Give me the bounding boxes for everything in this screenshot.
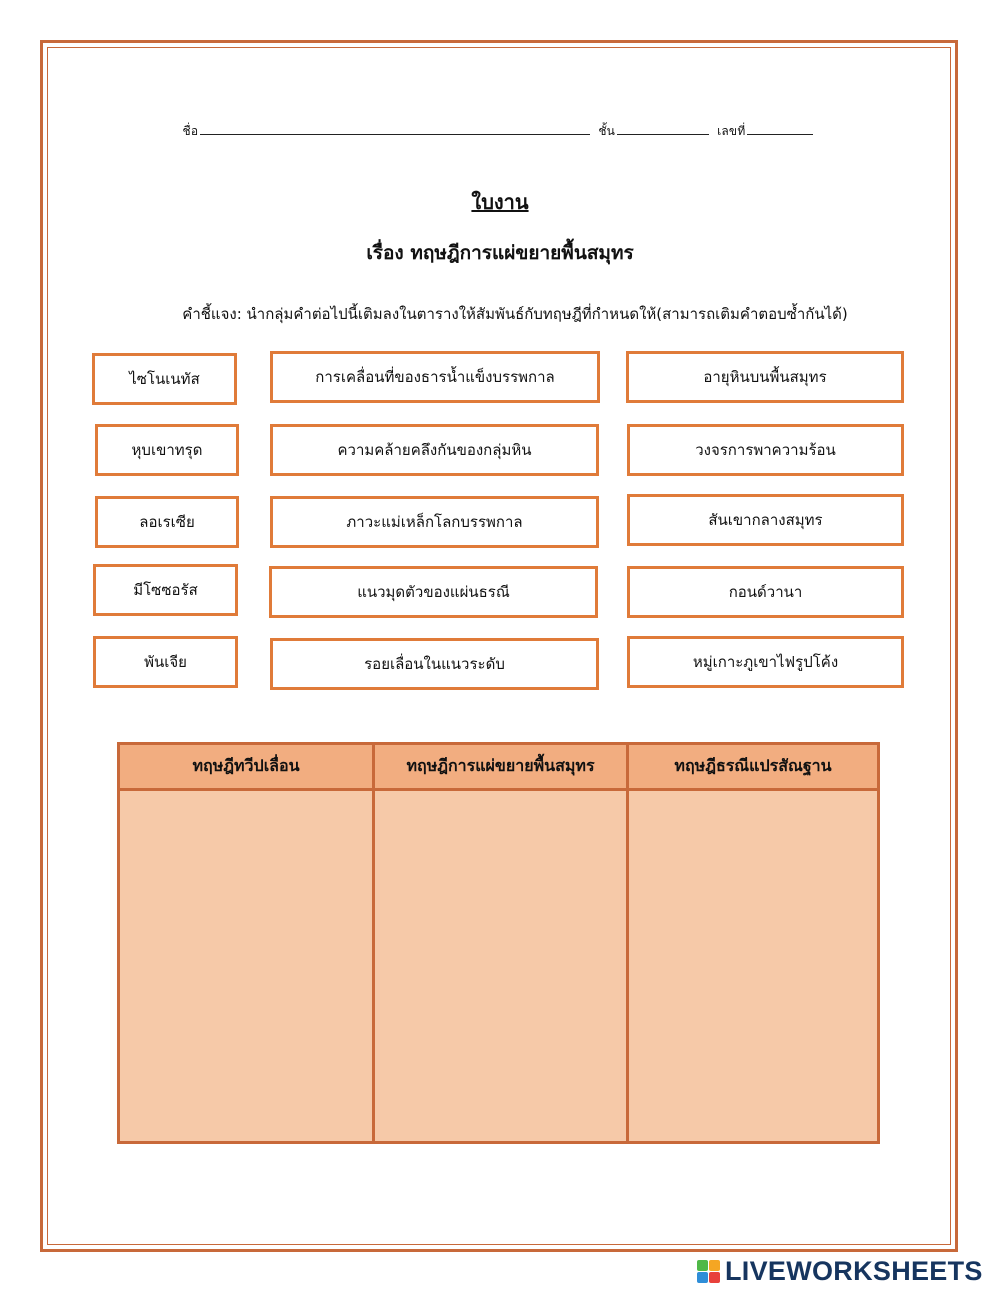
word-label: สันเขากลางสมุทร [708, 511, 823, 529]
column-header-plate-tectonics: ทฤษฎีธรณีแปรสัณฐาน [674, 756, 832, 775]
name-blank[interactable] [200, 122, 590, 135]
number-label: เลขที่ [717, 124, 746, 138]
word-label: วงจรการพาความร้อน [695, 441, 836, 459]
column-header-continental-drift: ทฤษฎีทวีปเลื่อน [192, 756, 300, 775]
word-box[interactable] [93, 636, 238, 688]
word-box[interactable] [270, 424, 599, 476]
word-label: ลอเรเซีย [139, 513, 195, 531]
class-blank[interactable] [617, 122, 709, 135]
word-box[interactable] [270, 496, 599, 548]
word-box[interactable] [95, 496, 239, 548]
number-blank[interactable] [747, 122, 813, 135]
page-subtitle: เรื่อง ทฤษฎีการแผ่ขยายพื้นสมุทร [366, 242, 634, 264]
word-label: รอยเลื่อนในแนวระดับ [364, 655, 505, 673]
name-label: ชื่อ [182, 124, 199, 138]
word-label: แนวมุดตัวของแผ่นธรณี [357, 583, 510, 601]
answer-drop-zone-plate-tectonics[interactable] [629, 791, 877, 1141]
word-label: อายุหินบนพื้นสมุทร [703, 368, 827, 386]
answer-drop-zone-seafloor-spreading[interactable] [375, 791, 626, 1141]
page-title: ใบงาน [471, 190, 529, 214]
word-box[interactable] [270, 638, 599, 690]
word-label: การเคลื่อนที่ของธารน้ำแข็งบรรพกาล [315, 368, 555, 386]
word-box[interactable] [95, 424, 239, 476]
logo-text: LIVEWORKSHEETS [725, 1255, 983, 1286]
word-label: ไซโนเนทัส [129, 370, 200, 388]
word-box[interactable] [92, 353, 237, 405]
word-box[interactable] [627, 494, 904, 546]
word-box[interactable] [93, 564, 238, 616]
liveworksheets-logo[interactable] [697, 1255, 983, 1287]
answer-table [117, 742, 880, 1144]
word-label: ความคล้ายคลึงกันของกลุ่มหิน [337, 441, 532, 459]
word-label: ภาวะแม่เหล็กโลกบรรพกาล [346, 513, 523, 531]
student-info-line [0, 122, 1000, 141]
word-box[interactable] [270, 351, 600, 403]
word-label: หมู่เกาะภูเขาไฟรูปโค้ง [692, 653, 839, 671]
word-box[interactable] [627, 636, 904, 688]
word-label: หุบเขาทรุด [131, 441, 203, 459]
word-label: กอนด์วานา [728, 583, 803, 601]
word-box[interactable] [627, 424, 904, 476]
column-header-seafloor-spreading: ทฤษฎีการแผ่ขยายพื้นสมุทร [406, 756, 595, 775]
instruction-text: คำชี้แจง: นำกลุ่มคำต่อไปนี้เติมลงในตารางให้สัมพันธ์กับทฤษฎีที่กำหนดให้(สามารถเติมคำตอบซ้ำกันได้) [182, 305, 848, 323]
word-label: มีโซซอรัส [133, 581, 198, 599]
word-box[interactable] [626, 351, 904, 403]
word-box[interactable] [627, 566, 904, 618]
answer-drop-zone-continental-drift[interactable] [120, 791, 372, 1141]
word-label: พันเจีย [144, 653, 187, 671]
class-label: ชั้น [598, 124, 616, 138]
liveworksheets-logo-icon [697, 1260, 720, 1283]
word-box[interactable] [269, 566, 598, 618]
